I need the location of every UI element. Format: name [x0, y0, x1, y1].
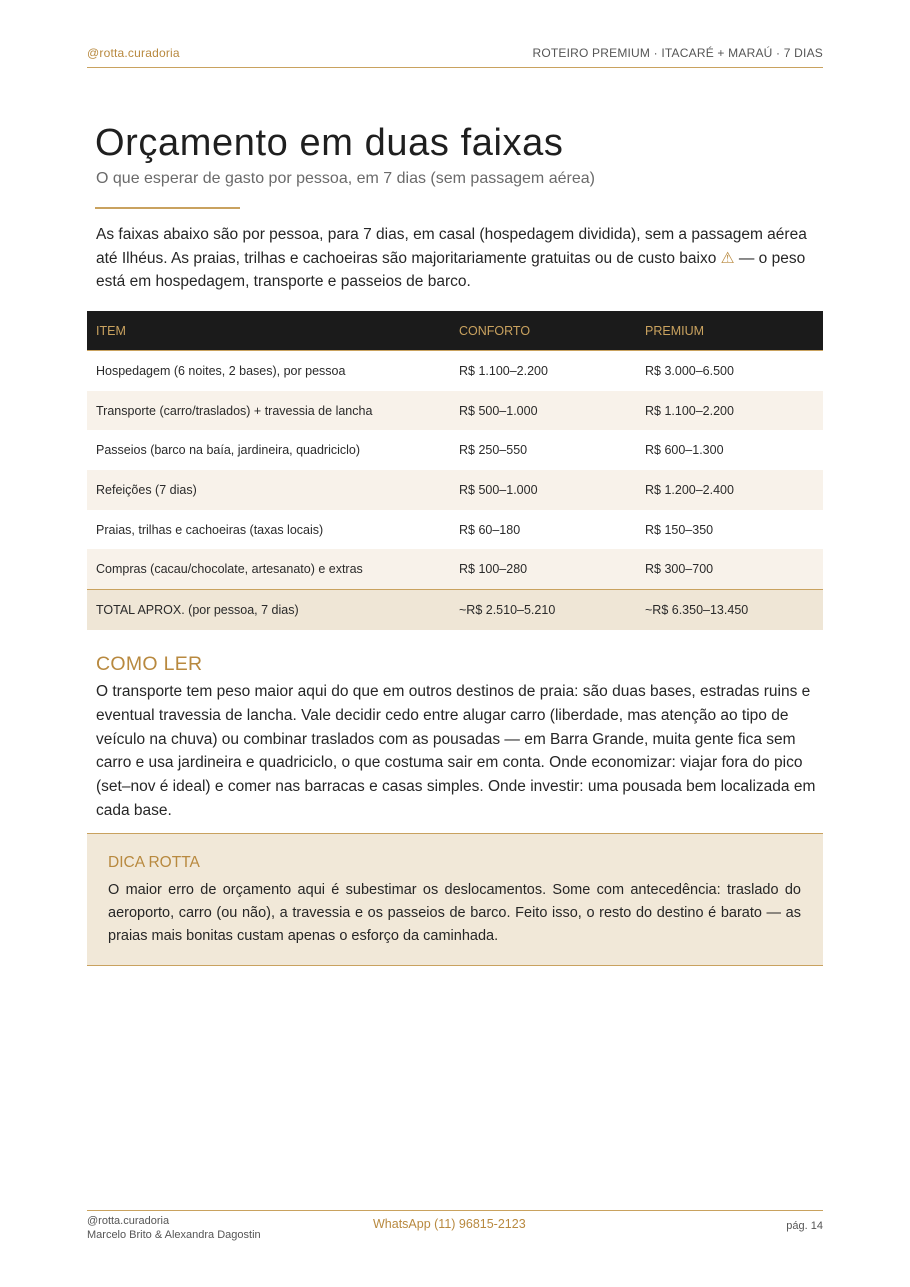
cell-premium: R$ 600–1.300	[645, 443, 724, 458]
page-number: pág. 14	[786, 1220, 823, 1232]
warning-icon: ⚠	[720, 249, 735, 267]
table-row	[87, 470, 823, 510]
header-document-title: ROTEIRO PREMIUM · ITACARÉ + MARAÚ · 7 DIAS	[532, 46, 823, 60]
cell-conforto: R$ 60–180	[459, 522, 521, 537]
page-title: Orçamento em duas faixas	[95, 122, 564, 164]
header-brand: @rotta.curadoria	[87, 46, 180, 60]
como-ler-heading: COMO LER	[96, 653, 203, 675]
cell-premium: R$ 1.200–2.400	[636, 470, 823, 510]
cell-conforto: R$ 500–1.000	[450, 391, 636, 431]
cell-item: Praias, trilhas e cachoeiras (taxas locais)	[96, 522, 324, 537]
cell-premium: R$ 1.100–2.200	[636, 391, 823, 431]
table-row	[87, 351, 823, 391]
column-header-item: ITEM	[87, 311, 450, 351]
title-divider	[95, 207, 240, 209]
page-subtitle: O que esperar de gasto por pessoa, em 7 dias (sem passagem aérea)	[96, 170, 595, 187]
footer-authors: Marcelo Brito & Alexandra Dagostin	[87, 1229, 261, 1241]
cell-conforto: R$ 1.100–2.200	[459, 363, 548, 378]
cell-item: Hospedagem (6 noites, 2 bases), por pessoa	[96, 363, 346, 378]
column-header-premium: PREMIUM	[636, 311, 823, 351]
table-header-row	[87, 311, 823, 351]
cell-conforto: R$ 500–1.000	[450, 470, 636, 510]
tip-title: DICA ROTTA	[108, 854, 200, 871]
como-ler-text: O transporte tem peso maior aqui do que em outros destinos de praia: são duas bases, estradas ruins e eventual travessia de lancha. Vale decidir cedo entre alugar carro (liberdade, mas atenção ao tipo de veículo na chuva) ou combinar traslados com as pousadas — em Barra Grande, muita gente fica sem carro e usa jardineira e quadriciclo, o que costuma sair em conta. Onde economizar: viajar fora do pico (set–nov é ideal) e comer nas barracas e casas simples. Onde investir: uma pousada bem localizada em cada base.	[96, 683, 816, 819]
table-row	[87, 510, 823, 550]
column-header-conforto: CONFORTO	[450, 311, 636, 351]
cell-premium: R$ 300–700	[636, 549, 823, 589]
cell-item: Refeições (7 dias)	[87, 470, 450, 510]
intro-text: As faixas abaixo são por pessoa, para 7 dias, em casal (hospedagem dividida), sem a passagem aérea até Ilhéus. As praias, trilhas e cachoeiras são majoritariamente gratuitas ou de custo baixo	[96, 226, 807, 267]
cell-item: Passeios (barco na baía, jardineira, quadriciclo)	[96, 443, 361, 458]
footer-whatsapp-contact: WhatsApp (11) 96815-2123	[373, 1217, 526, 1231]
table-row	[87, 391, 823, 431]
tip-box	[87, 833, 823, 966]
page-footer	[87, 1210, 823, 1251]
total-label: TOTAL APROX. (por pessoa, 7 dias)	[87, 590, 450, 630]
table-row	[87, 430, 823, 470]
cell-conforto: R$ 100–280	[450, 549, 636, 589]
cell-item: Transporte (carro/traslados) + travessia de lancha	[87, 391, 450, 431]
cell-item: Compras (cacau/chocolate, artesanato) e extras	[87, 549, 450, 589]
cell-premium: R$ 150–350	[645, 522, 714, 537]
table-row	[87, 549, 823, 589]
total-premium: ~R$ 6.350–13.450	[636, 590, 823, 630]
page-header	[87, 46, 823, 68]
footer-credits	[87, 1214, 261, 1242]
intro-tail: — o peso está em hospedagem, transporte e passeios de barco.	[96, 249, 806, 290]
total-conforto: ~R$ 2.510–5.210	[450, 590, 636, 630]
budget-table	[87, 311, 823, 630]
table-total-row	[87, 590, 823, 630]
intro-paragraph	[96, 223, 816, 294]
tip-text: O maior erro de orçamento aqui é subestimar os deslocamentos. Some com antecedência: traslado do aeroporto, carro (ou não), a travessia e os passeios de barco. Feito isso, o resto do destino é barato — as praias mais bonitas custam apenas o esforço da caminhada.	[108, 882, 801, 944]
footer-handle: @rotta.curadoria	[87, 1215, 170, 1227]
cell-conforto: R$ 250–550	[459, 443, 528, 458]
cell-premium: R$ 3.000–6.500	[645, 363, 734, 378]
